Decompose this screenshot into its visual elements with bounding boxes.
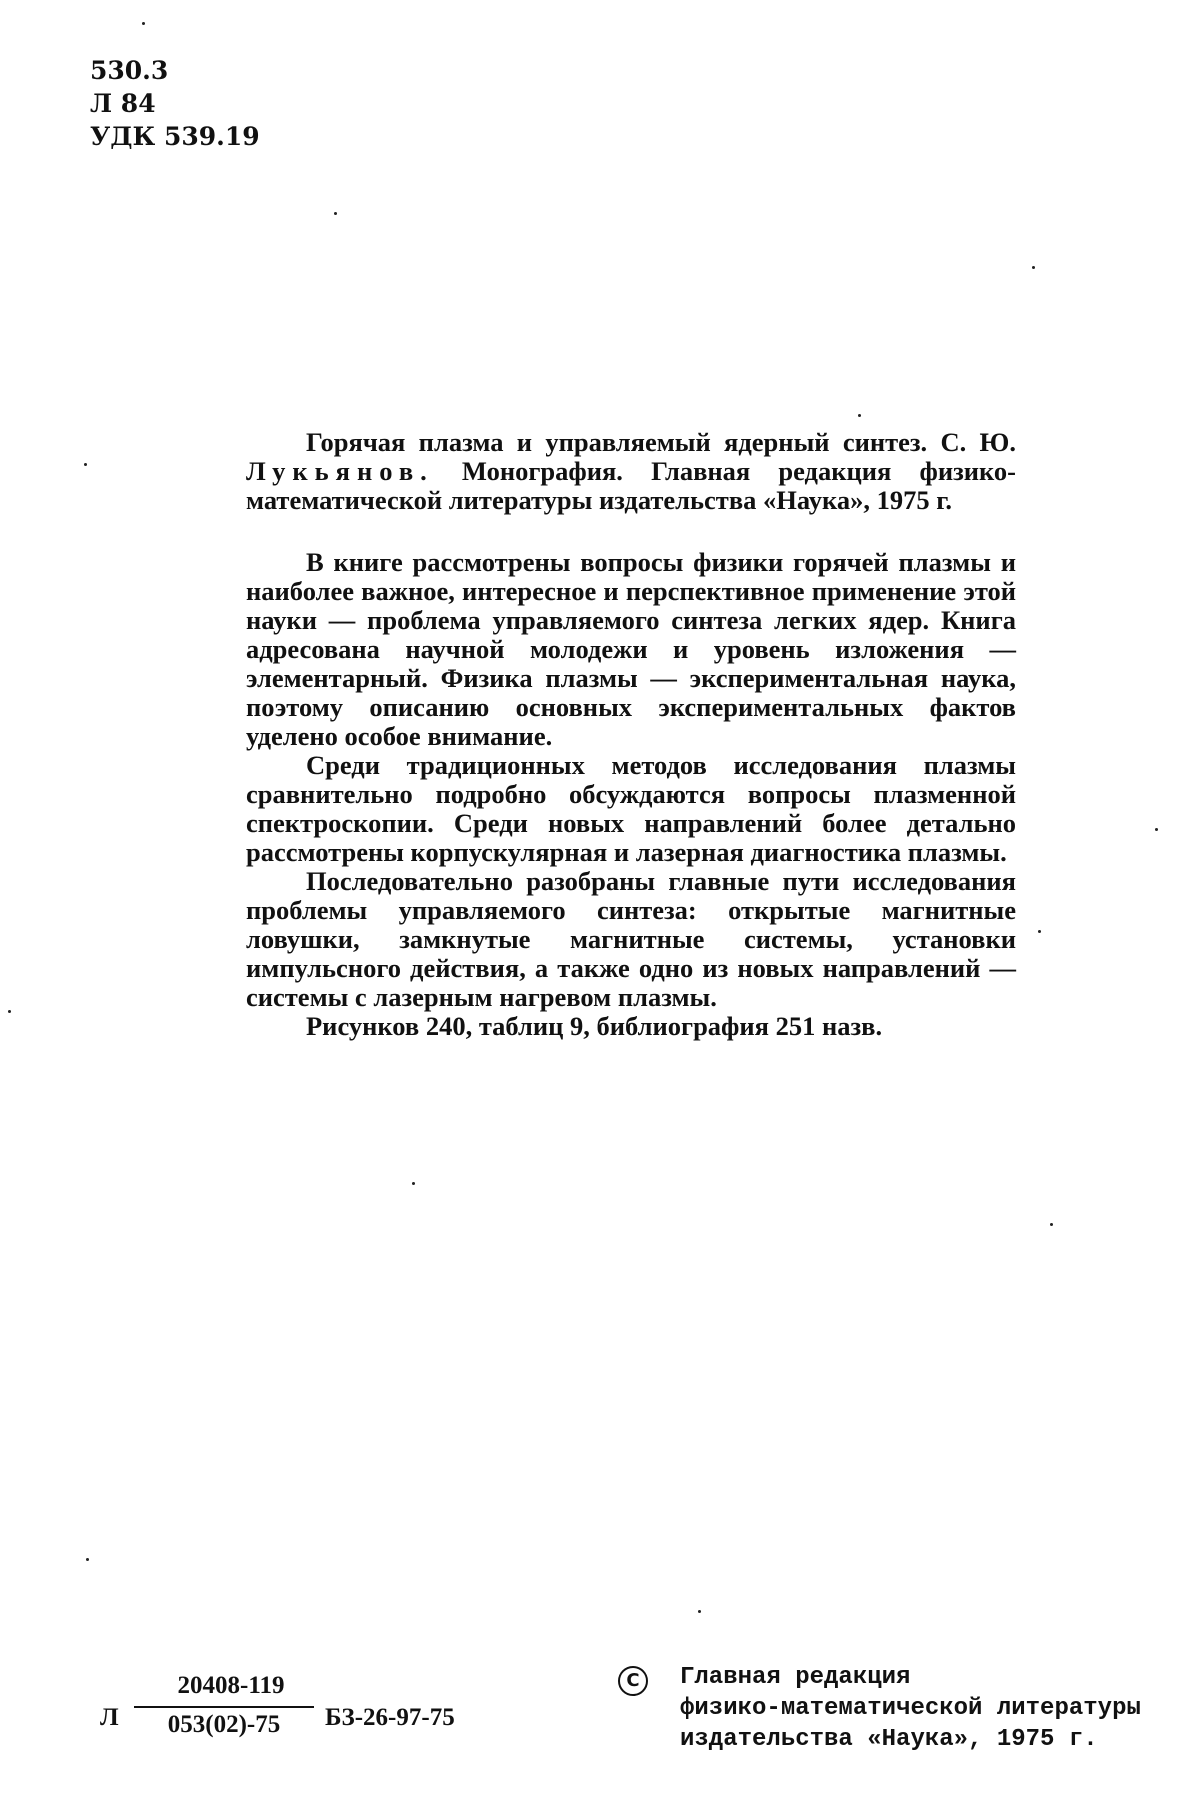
- print-speck: [1155, 828, 1158, 831]
- publication-info: Монография. Главная редакция физико-математической литературы издательства «Наука», 1975 г.: [246, 456, 1017, 515]
- code-numerator: 20408-119: [177, 1672, 285, 1699]
- bibliographic-record: [246, 428, 1016, 515]
- copyright-line: издательства «Наука», 1975 г.: [680, 1726, 1098, 1753]
- author-surname: Лукьянов.: [246, 456, 434, 486]
- print-speck: [142, 22, 145, 25]
- code-letter: Л: [100, 1704, 119, 1731]
- code-tail: БЗ-26-97-75: [325, 1704, 455, 1731]
- code-fraction: [134, 1670, 314, 1740]
- copyright-line: физико-математической литературы: [680, 1695, 1141, 1722]
- annotation-paragraph: Среди традиционных методов исследования плазмы сравнительно подробно обсуждаются вопросы плазменной спектроскопии. Среди новых направлений более детально рассмотрены корпускулярная и лазерная диагностика плазмы.: [246, 750, 1016, 867]
- print-speck: [1032, 266, 1035, 269]
- print-speck: [334, 212, 337, 215]
- author-mark: Л 84: [90, 89, 156, 118]
- copyright-lines: [680, 1662, 1141, 1755]
- copyright-line: Главная редакция: [680, 1664, 911, 1691]
- print-speck: [698, 1610, 701, 1613]
- fraction-bar: [134, 1706, 314, 1708]
- annotation-paragraph: Последовательно разобраны главные пути исследования проблемы управляемого синтеза: открытые магнитные ловушки, замкнутые магнитные системы, установки импульсного действия, а также одно из новых направлений — системы с лазерным нагревом плазмы.: [246, 866, 1016, 1012]
- bbk-index: 530.3: [90, 56, 169, 85]
- print-speck: [412, 1182, 415, 1185]
- print-speck: [1050, 1223, 1053, 1226]
- book-title: Горячая плазма и управляемый ядерный синтез.: [306, 427, 928, 457]
- print-speck: [858, 414, 861, 417]
- publication-code: [100, 1670, 500, 1760]
- classification-block: [90, 54, 260, 153]
- illustration-count: Рисунков 240, таблиц 9, библиография 251 назв.: [306, 1011, 883, 1041]
- print-speck: [86, 1558, 89, 1561]
- author-initials: С. Ю.: [940, 427, 1017, 457]
- code-denominator: 053(02)-75: [167, 1711, 281, 1738]
- udc-index: УДК 539.19: [90, 122, 260, 151]
- copyright-icon: C: [618, 1666, 648, 1696]
- print-speck: [1038, 930, 1041, 933]
- print-speck: [84, 463, 87, 466]
- annotation-paragraph: В книге рассмотрены вопросы физики горячей плазмы и наиболее важное, интересное и перспективное применение этой науки — проблема управляемого синтеза легких ядер. Книга адресована научной молодежи и уровень изложения — элементарный. Физика плазмы — экспериментальная наука, поэтому описанию основных экспериментальных фактов уделено особое внимание.: [246, 547, 1016, 751]
- annotation-block: [246, 428, 1016, 1041]
- print-speck: [8, 1010, 11, 1013]
